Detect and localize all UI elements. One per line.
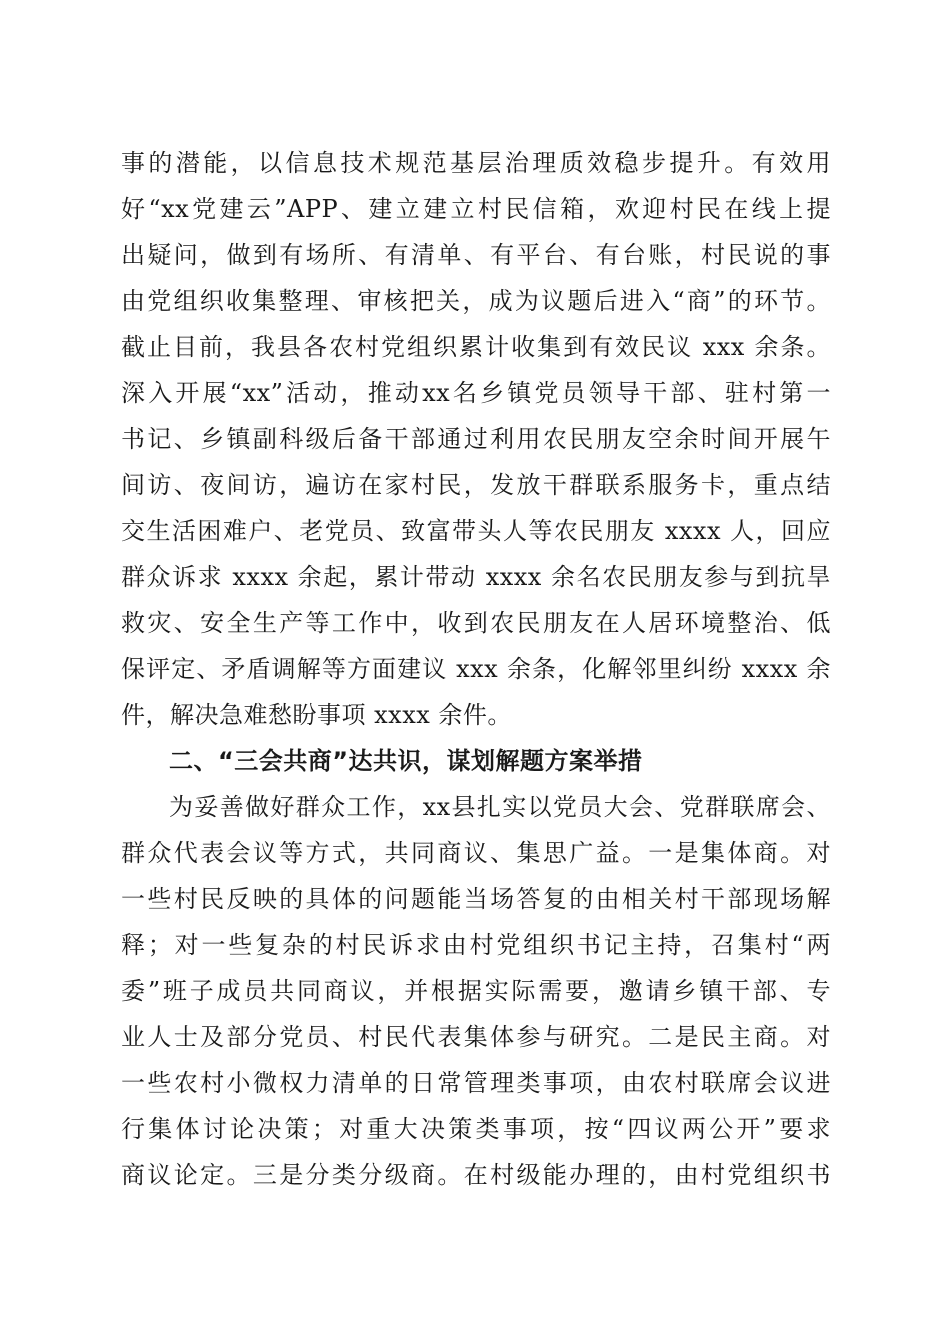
body-line: 保评定、矛盾调解等方面建议 xxx 余条，化解邻里纠纷 xxxx 余 (121, 655, 831, 683)
body-line: 间访、夜间访，遍访在家村民，发放干群联系服务卡，重点结 (121, 471, 831, 499)
section-line: 行集体讨论决策；对重大决策类事项，按“四议两公开”要求 (121, 1115, 831, 1143)
body-line: 由党组织收集整理、审核把关，成为议题后进入“商”的环节。 (121, 287, 831, 315)
body-line: 件，解决急难愁盼事项 xxxx 余件。 (121, 701, 512, 729)
body-line: 书记、乡镇副科级后备干部通过利用农民朋友空余时间开展午 (121, 425, 831, 453)
document-body (121, 140, 831, 1198)
body-line: 出疑问，做到有场所、有清单、有平台、有台账，村民说的事 (121, 241, 831, 269)
section-line: 为妥善做好群众工作，xx县扎实以党员大会、党群联席会、 (169, 793, 831, 821)
body-line: 交生活困难户、老党员、致富带头人等农民朋友 xxxx 人，回应 (121, 517, 831, 545)
section-line: 一些村民反映的具体的问题能当场答复的由相关村干部现场解 (121, 885, 831, 913)
section-line: 委”班子成员共同商议，并根据实际需要，邀请乡镇干部、专 (121, 977, 831, 1005)
body-line: 截止目前，我县各农村党组织累计收集到有效民议 xxx 余条。 (121, 333, 831, 361)
body-line: 好“xx党建云”APP、建立建立村民信箱，欢迎村民在线上提 (121, 195, 831, 223)
section-line: 释；对一些复杂的村民诉求由村党组织书记主持，召集村“两 (121, 931, 831, 959)
body-line: 群众诉求 xxxx 余起，累计带动 xxxx 余名农民朋友参与到抗旱 (121, 563, 831, 591)
section-line: 群众代表会议等方式，共同商议、集思广益。一是集体商。对 (121, 839, 831, 867)
section-line: 一些农村小微权力清单的日常管理类事项，由农村联席会议进 (121, 1069, 831, 1097)
body-line: 深入开展“xx”活动，推动xx名乡镇党员领导干部、驻村第一 (121, 379, 831, 407)
section-line: 商议论定。三是分类分级商。在村级能办理的，由村党组织书 (121, 1161, 831, 1189)
section-line: 业人士及部分党员、村民代表集体参与研究。二是民主商。对 (121, 1023, 831, 1051)
body-line: 事的潜能，以信息技术规范基层治理质效稳步提升。有效用 (121, 149, 831, 177)
section-heading: 二、“三会共商”达共识，谋划解题方案举措 (169, 747, 643, 775)
body-line: 救灾、安全生产等工作中，收到农民朋友在人居环境整治、低 (121, 609, 831, 637)
